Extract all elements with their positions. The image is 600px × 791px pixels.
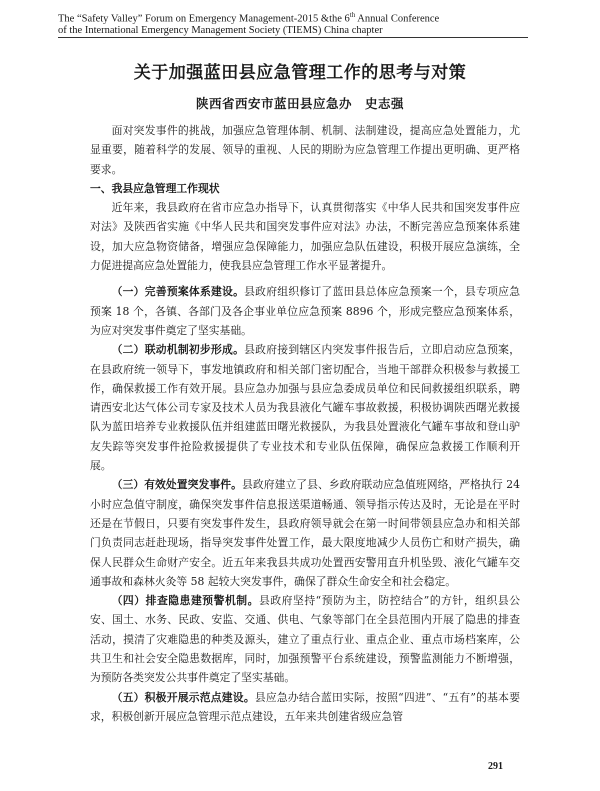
item-paragraph <box>90 340 520 475</box>
header-line-1: The “Safety Valley” Forum on Emergency Management-2015 &the 6th Annual Conference <box>58 11 440 25</box>
item-paragraph <box>90 591 520 687</box>
header-line-2: of the International Emergency Management Society (TIEMS) China chapter <box>58 24 383 36</box>
item-lead: （五）积极开展示范点建设。 <box>111 690 255 704</box>
conference-header <box>58 10 528 38</box>
author-affiliation: 陕西省西安市蓝田县应急办 史志强 <box>195 96 404 111</box>
item-paragraph <box>90 282 520 340</box>
item-text: 县政府建立了县、乡政府联动应急值班网络，严格执行 24 小时应急值守制度，确保突发事件信息报送渠道畅通、领导指示传达及时，无论是在平时还是在节假日，只要有突发事件发生，县政府领导就会在第一时间带领县应急办和相关部门负责同志赶赴现场，指导突发事件处置工作，最大限度地减少人员伤亡和财产损失，确保人民群众生命财产安全。近五年来我县共成功处置西安警用直升机坠毁、液化气罐车交通事故和森林火灸等 58 起较大突发事件，确保了群众生命安全和社会稳定。 <box>90 478 520 588</box>
item-paragraph <box>90 475 520 591</box>
item-text: 县应急办结合蓝田实际，按照“四进”、“五有”的基本要求，积极创新开展应急管理示范点建设，五年来共创建省级应急管 <box>90 690 521 723</box>
item-lead: （四）排查隐患建预警机制。 <box>111 594 259 608</box>
section-intro-paragraph: 近年来，我县政府在省市应急办指导下，认真贯彻落实《中华人民共和国突发事件应对法》及陕西省实施《中华人民共和国突发事件应对法》办法，不断完善应急预案体系建设，加大应急物资储备，增强应急保障能力，加强应急队伍建设，积极开展应急演练，全力促进提高应急处置能力，使我县应急管理工作水平显著提升。 <box>90 201 520 273</box>
paper-title: 关于加强蓝田县应急管理工作的思考与对策 <box>133 63 467 83</box>
item-text: 县政府坚持“预防为主，防控结合”的方针，组织县公安、国土、水务、民政、安监、交通、供电、气象等部门在全县范围内开展了隐患的排查活动，摸清了灾难隐患的种类及源头，建立了重点行业、重点企业、重点市场档案库，公共卫生和社会安全隐患数据库，同时，加强预警平台系统建设，预警监测能力不断增强，为预防各类突发公共事件奠定了坚实基础。 <box>90 594 520 685</box>
item-paragraph <box>90 688 520 727</box>
item-lead: （三）有效处置突发事件。 <box>111 478 242 492</box>
item-lead: （二）联动机制初步形成。 <box>111 343 245 357</box>
item-lead: （一）完善预案体系建设。 <box>111 285 245 299</box>
page-number: 291 <box>488 761 503 772</box>
item-text: 县政府组织修订了蓝田县总体应急预案一个，县专项应急预案 18 个，各镇、各部门及各企事业单位应急预案 8896 个，形成完整应急预案体系，为应对突发事件奠定了坚实基础。 <box>90 285 521 337</box>
section-heading: 一、我县应急管理工作现状 <box>90 181 220 195</box>
intro-paragraph: 面对突发事件的挑战，加强应急管理体制、机制、法制建设，提高应急处置能力，尤显重要，随着科学的发展、领导的重视、人民的期盼为应急管理工作提出更明确、更严格要求。 <box>90 124 520 176</box>
item-text: 县政府接到辖区内突发事件报告后，立即启动应急预案，在县政府统一领导下，事发地镇政府和相关部门密切配合，当地干部群众积极参与救援工作，确保救援工作有效开展。县应急办加强与县应急委成员单位和民间救援组织联系，聘请西安北达气体公司专家及技术人员为我县液化气罐车事故救援，积极协调陕西曙光救援队为蓝田培养专业救援队伍并组建蓝田曙光救援队，为我县处置液化气罐车事故和登山驴友失踪等突发事件抢险救援提供了专业技术和专业队伍保障，确保应急救援工作顺利开展。 <box>90 343 521 473</box>
paper-body <box>90 121 520 726</box>
